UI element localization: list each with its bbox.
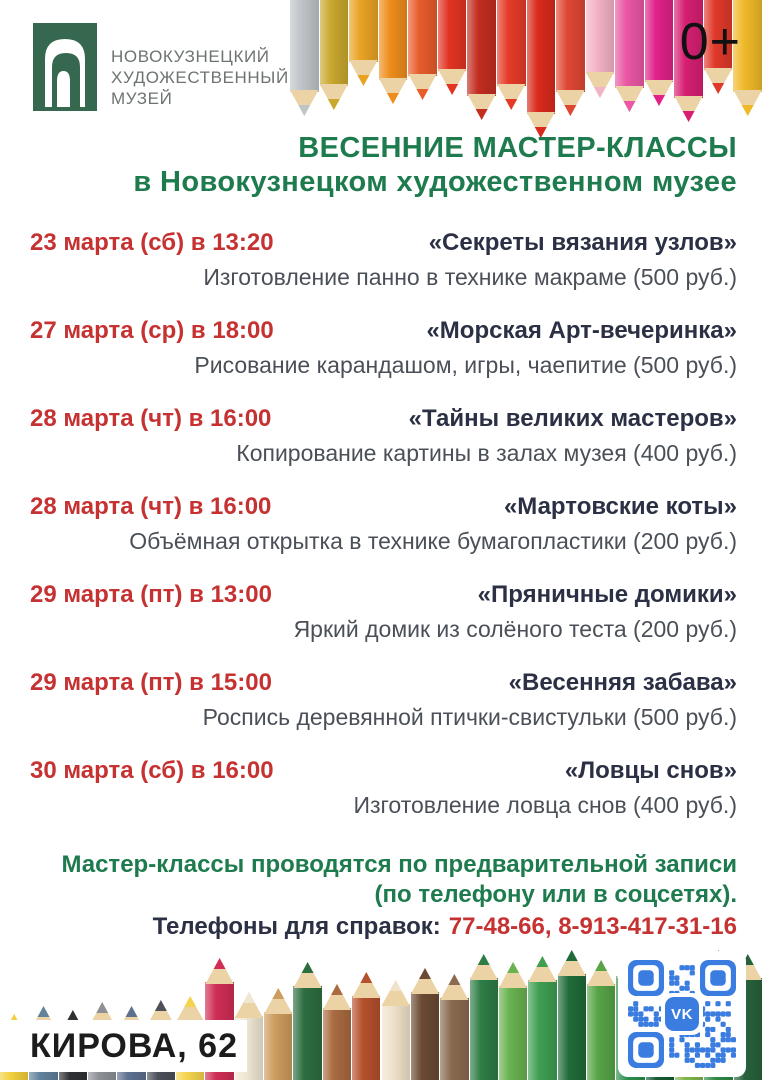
event-item [30, 756, 737, 820]
event-description: Объёмная открытка в технике бумагопластики (200 руб.) [129, 528, 737, 554]
age-rating-badge: 0+ [679, 13, 741, 71]
event-description: Рисование карандашом, игры, чаепитие (500 руб.) [194, 352, 737, 378]
event-name: «Морская Арт-вечеринка» [426, 317, 737, 344]
registration-note-line2: (по телефону или в соцсетях). [374, 881, 737, 908]
event-date: 30 марта (сб) в 16:00 [30, 757, 274, 784]
event-item [30, 580, 737, 644]
address-badge [0, 1020, 247, 1072]
event-name: «Секреты вязания узлов» [428, 229, 737, 256]
event-name: «Пряничные домики» [477, 581, 737, 608]
event-date: 28 марта (чт) в 16:00 [30, 405, 272, 432]
museum-name-line2: ХУДОЖЕСТВЕННЫЙ [111, 68, 289, 87]
events-list [30, 228, 737, 844]
event-description: Роспись деревянной птички-свистульки (500 руб.) [202, 704, 737, 730]
event-date: 23 марта (сб) в 13:20 [30, 229, 274, 256]
event-description: Яркий домик из солёного теста (200 руб.) [293, 616, 737, 642]
vk-qr-code [618, 951, 746, 1077]
phones-line [30, 912, 737, 942]
museum-name [111, 23, 289, 111]
phone-numbers: 77-48-66, 8-913-417-31-16 [448, 913, 737, 940]
museum-name-line1: НОВОКУЗНЕЦКИЙ [111, 47, 270, 66]
event-item [30, 668, 737, 732]
event-name: «Весенняя забава» [508, 669, 737, 696]
event-date: 29 марта (пт) в 13:00 [30, 581, 272, 608]
museum-name-line3: МУЗЕЙ [111, 89, 173, 108]
event-item [30, 228, 737, 292]
event-date: 28 марта (чт) в 16:00 [30, 493, 272, 520]
event-item [30, 316, 737, 380]
event-item [30, 492, 737, 556]
event-description: Копирование картины в залах музея (400 руб.) [236, 440, 737, 466]
event-name: «Ловцы снов» [564, 757, 737, 784]
museum-logo [33, 23, 289, 111]
poster-title-line2: в Новокузнецком художественном музее [133, 166, 737, 198]
vk-logo-icon: VK [665, 997, 699, 1031]
phones-label: Телефоны для справок: [152, 913, 441, 940]
registration-note [30, 850, 737, 942]
event-name: «Мартовские коты» [503, 493, 737, 520]
poster-title [0, 131, 737, 199]
event-description: Изготовление ловца снов (400 руб.) [353, 792, 737, 818]
event-date: 27 марта (ср) в 18:00 [30, 317, 274, 344]
vk-logo-badge [661, 993, 703, 1035]
event-name: «Тайны великих мастеров» [408, 405, 737, 432]
poster-title-line1: ВЕСЕННИЕ МАСТЕР-КЛАССЫ [298, 132, 737, 164]
event-date: 29 марта (пт) в 15:00 [30, 669, 272, 696]
event-item [30, 404, 737, 468]
museum-arch-icon [33, 23, 97, 111]
address-text: КИРОВА, 62 [30, 1026, 238, 1065]
event-description: Изготовление панно в технике макраме (500 руб.) [203, 264, 737, 290]
registration-note-line1: Мастер-классы проводятся по предварительной записи [61, 851, 737, 878]
